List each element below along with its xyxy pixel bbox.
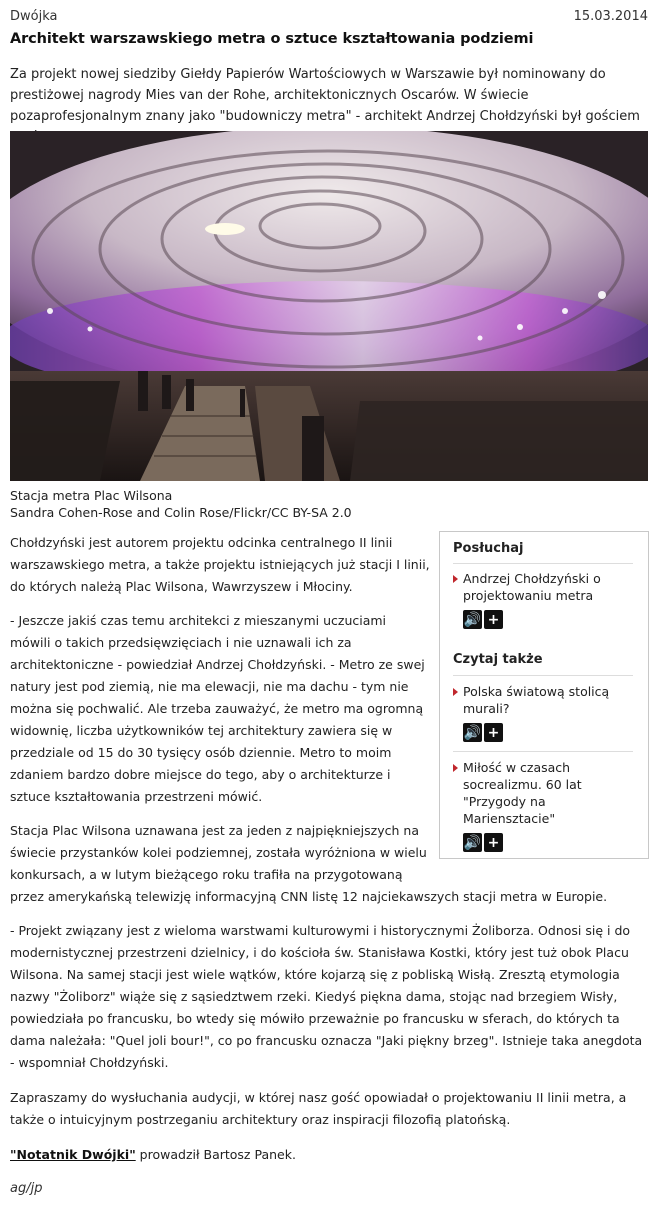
credits-text: prowadził Bartosz Panek. [135, 1147, 296, 1162]
section-name[interactable]: Dwójka [10, 9, 58, 24]
notatnik-dwojki-link[interactable]: "Notatnik Dwójki" [10, 1147, 136, 1162]
read-also-item-link[interactable]: Miłość w czasach socrealizmu. 60 lat "Przygody na Mariensztacie" [453, 759, 633, 827]
listen-heading: Posłuchaj [453, 541, 524, 556]
listen-item-link[interactable]: Andrzej Chołdzyński o projektowaniu metra [453, 570, 633, 604]
caption-credit: Sandra Cohen-Rose and Colin Rose/Flickr/CC BY-SA 2.0 [10, 505, 352, 520]
speaker-icon[interactable]: 🔊 [463, 834, 482, 851]
related-sidebar [439, 531, 649, 859]
audio-controls [463, 723, 633, 742]
audio-controls [463, 833, 633, 852]
divider [453, 751, 633, 752]
speaker-icon[interactable]: 🔊 [463, 724, 482, 741]
read-also-heading: Czytaj także [453, 652, 543, 667]
read-also-item [453, 759, 633, 852]
plus-icon[interactable]: + [484, 833, 503, 852]
paragraph-5: Zapraszamy do wysłuchania audycji, w której nasz gość opowiadał o projektowaniu II linii metra, a także o intuicyjnym postrzeganiu architektury oraz inspiracji filozofią platońską. [10, 1090, 627, 1127]
article-lead: Za projekt nowej siedziby Giełdy Papierów Wartościowych w Warszawie był nominowany do prestiżowej nagrody Mies van der Rohe, architektonicznych Oscarów. W świecie pozaprofesjonalnym znany jako "budowniczy metra" - architekt Andrzej Chołdzyński był gościem [10, 67, 640, 124]
paragraph-1: Chołdzyński jest autorem projektu odcinka centralnego II linii warszawskiego metra, a także projektu istniejących już stacji I linii, do których należą Plac Wilsona, Wawrzyszew i Młociny. [10, 535, 430, 594]
paragraph-2: - Jeszcze jakiś czas temu architekci z mieszanymi uczuciami mówili o takich przedsięwzięciach i nie uznawali ich za architektoniczne - powiedział Andrzej Chołdzyński. - Metro ze swej natury jest pod ziemią, nie ma elewacji, nie ma dachu - tym nie można się pochwalić. Ale trzeba zauważyć, że metro ma ogromną widownię, liczba użytkowników tej architektury zawiera się w przedziale od 15 do 30 tysięcy osób dziennie. Metro to moim zdaniem bardzo dobre miejsce do tego, aby o architekturze i sztuce kształtowania przestrzeni mówić. [10, 613, 425, 804]
plus-icon[interactable]: + [484, 610, 503, 629]
read-also-item-link[interactable]: Polska światową stolicą murali? [453, 683, 633, 717]
caption-title: Stacja metra Plac Wilsona [10, 488, 173, 503]
article-header [10, 9, 648, 27]
paragraph-3: Stacja Plac Wilsona uznawana jest za jeden z najpiękniejszych na świecie przystanków kolei podziemnej, została wyróżniona w wielu konkursach, a w lutym bieżącego roku trafiła na przygotowaną [10, 823, 427, 882]
read-also-item [453, 683, 633, 742]
paragraph-4: - Projekt związany jest z wieloma warstwami kulturowymi i historycznymi Żoliborza. Odnosi się i do modernistycznej przestrzeni dzielnicy, i do kościoła św. Stanisława Kostki, który jest tuż obok Placu Wilsona. Na samej stacji jest wiele wątków, które kojarzą się z pobliską Wisłą. Zresztą etymologia nazwy "Żoliborz" wiąże się z sąsiedztwem rzeki. Kiedyś piękna dama, stojąc nad brzegiem Wisły, powiedziała po francusku, bo wtedy się mówiło przeważnie po francusku w sferach, do których ta dama należała: "Quel joli bour!", co po francusku oznacza "Jaki piękny brzeg". Istnieje taka anegdota - wspomniał Chołdzyński. [10, 923, 643, 1070]
paragraph-3-continued: przez amerykańską telewizję informacyjną CNN listę 12 najciekawszych stacji metra w Europie. [10, 889, 608, 904]
divider [453, 563, 633, 564]
divider [453, 675, 633, 676]
speaker-icon[interactable]: 🔊 [463, 611, 482, 628]
article-title: Architekt warszawskiego metra o sztuce kształtowania podziemi [10, 31, 534, 47]
paragraph-credits [10, 1144, 650, 1166]
photo-caption [10, 487, 352, 521]
plus-icon[interactable]: + [484, 723, 503, 742]
listen-item [453, 570, 633, 629]
station-photo [10, 131, 648, 481]
author-signature: ag/jp [10, 1181, 43, 1196]
publish-date: 15.03.2014 [573, 9, 648, 24]
audio-controls [463, 610, 633, 629]
